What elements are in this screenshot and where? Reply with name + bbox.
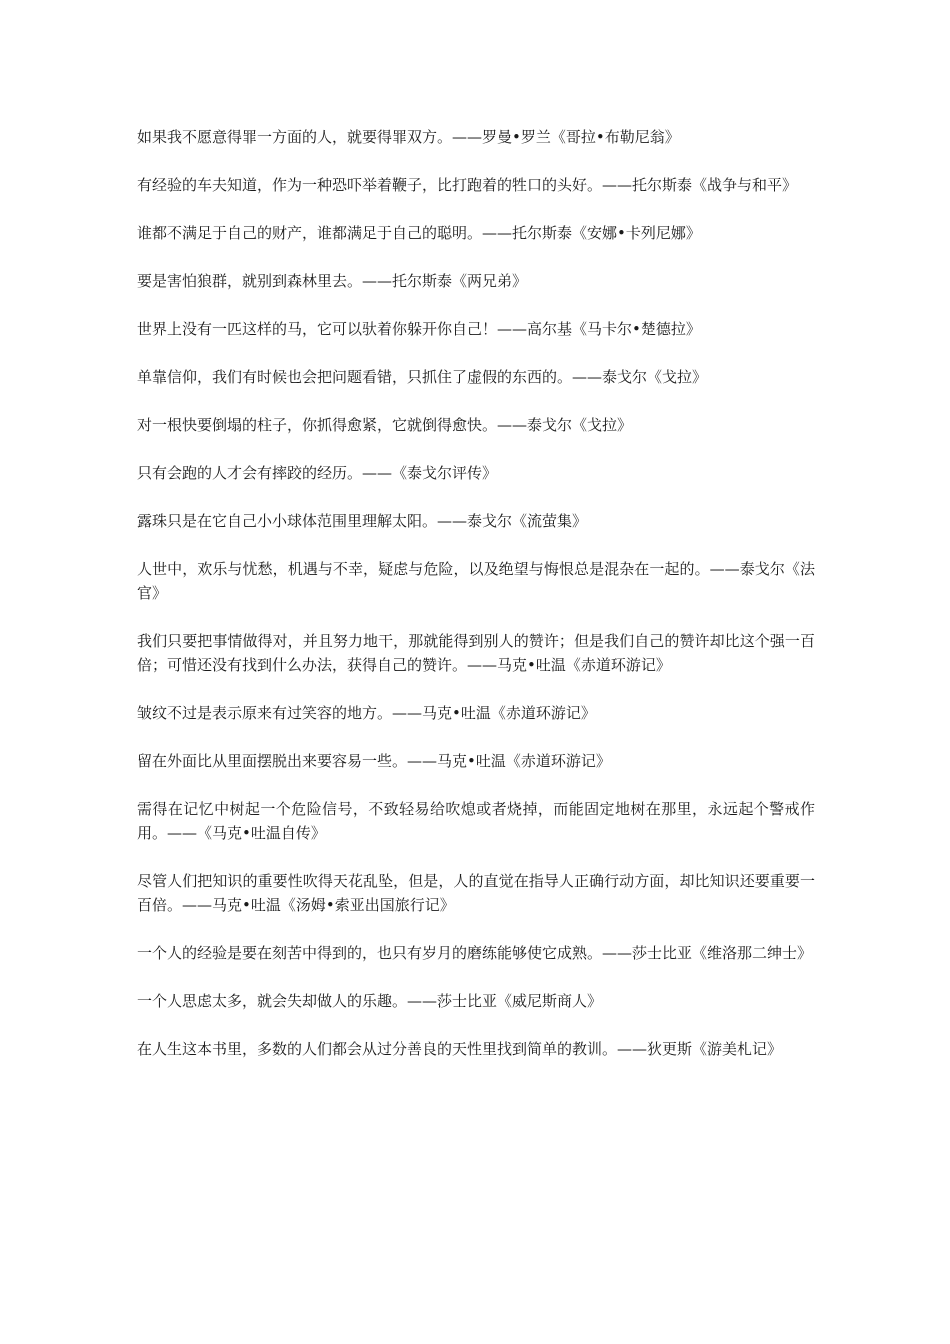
quote-paragraph: 尽管人们把知识的重要性吹得天花乱坠，但是，人的直觉在指导人正确行动方面，却比知识还要重要一百倍。——马克•吐温《汤姆•索亚出国旅行记》 [137, 872, 815, 914]
quote-paragraph: 要是害怕狼群，就别到森林里去。——托尔斯泰《两兄弟》 [137, 272, 528, 290]
quote-paragraph: 一个人的经验是要在刻苦中得到的，也只有岁月的磨练能够使它成熟。——莎士比亚《维洛那二绅士》 [137, 944, 813, 962]
quote-paragraph: 世界上没有一匹这样的马，它可以驮着你躲开你自己！——高尔基《马卡尔•楚德拉》 [137, 320, 701, 338]
quote-paragraph: 单靠信仰，我们有时候也会把问题看错，只抓住了虚假的东西的。——泰戈尔《戈拉》 [137, 368, 708, 386]
quote-paragraph: 对一根快要倒塌的柱子，你抓得愈紧，它就倒得愈快。——泰戈尔《戈拉》 [137, 416, 633, 434]
quote-paragraph: 如果我不愿意得罪一方面的人，就要得罪双方。——罗曼•罗兰《哥拉•布勒尼翁》 [137, 128, 680, 146]
quote-paragraph: 一个人思虑太多，就会失却做人的乐趣。——莎士比亚《威尼斯商人》 [137, 992, 603, 1010]
quote-paragraph: 只有会跑的人才会有摔跤的经历。——《泰戈尔评传》 [137, 464, 498, 482]
quote-paragraph: 露珠只是在它自己小小球体范围里理解太阳。——泰戈尔《流萤集》 [137, 512, 588, 530]
quote-paragraph: 需得在记忆中树起一个危险信号，不致轻易给吹熄或者烧掉，而能固定地树在那里，永远起个警戒作用。——《马克•吐温自传》 [137, 800, 815, 842]
quote-paragraph: 皱纹不过是表示原来有过笑容的地方。——马克•吐温《赤道环游记》 [137, 704, 596, 722]
quote-paragraph: 有经验的车夫知道，作为一种恐吓举着鞭子，比打跑着的牲口的头好。——托尔斯泰《战争与和平》 [137, 176, 798, 194]
quote-paragraph: 留在外面比从里面摆脱出来要容易一些。——马克•吐温《赤道环游记》 [137, 752, 611, 770]
quote-list [137, 125, 815, 1085]
quote-paragraph: 在人生这本书里，多数的人们都会从过分善良的天性里找到简单的教训。——狄更斯《游美札记》 [137, 1040, 783, 1058]
quote-paragraph: 谁都不满足于自己的财产，谁都满足于自己的聪明。——托尔斯泰《安娜•卡列尼娜》 [137, 224, 701, 242]
quote-paragraph: 人世中，欢乐与忧愁，机遇与不幸，疑虑与危险，以及绝望与悔恨总是混杂在一起的。——泰戈尔《法官》 [137, 560, 815, 602]
quote-paragraph: 我们只要把事情做得对，并且努力地干，那就能得到别人的赞许；但是我们自己的赞许却比这个强一百倍；可惜还没有找到什么办法，获得自己的赞许。——马克•吐温《赤道环游记》 [137, 632, 815, 674]
